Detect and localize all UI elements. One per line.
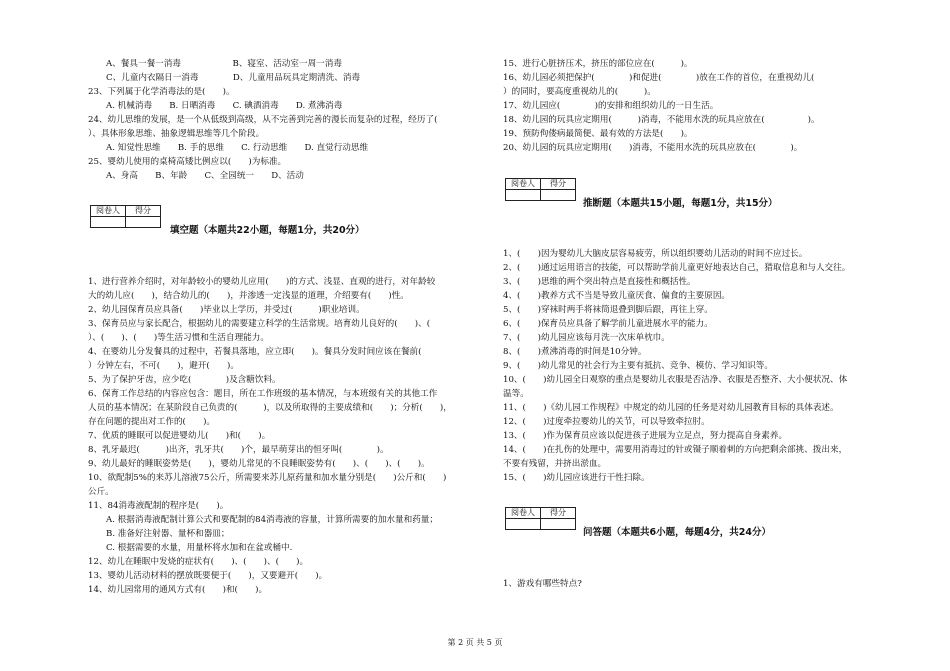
reviewer-label: 阅卷人 bbox=[506, 508, 541, 519]
section-title-qa: 问答题（本题共6小题，每题4分，共24分） bbox=[583, 527, 771, 538]
judge-line: 5、( )穿袜时两手将袜筒退叠到脚后跟，再往上穿。 bbox=[503, 305, 713, 315]
option-line: C. 根据需要的水量，用量杯将水加和在盆或桶中. bbox=[106, 543, 293, 553]
question-line: 23、下列属于化学消毒法的是( )。 bbox=[88, 87, 235, 97]
reviewer-label: 阅卷人 bbox=[506, 179, 541, 190]
question-line: 16、幼儿园必须把保护( )和促进( )放在工作的首位，在重视幼儿( bbox=[503, 73, 841, 83]
score-cell bbox=[541, 190, 576, 201]
question-line: 1、进行营养介绍时，对年龄较小的婴幼儿应用( )的方式、浅显、直观的进行，对年龄较 bbox=[88, 277, 436, 287]
option-line: A、餐具一餐一消毒 B、寝室、活动室一周一消毒 bbox=[106, 59, 342, 69]
judge-line: 14、( )在扎伤的处理中，需要用消毒过的针或镊子顺着刺的方向把剩余部挑、拨出来， bbox=[503, 445, 848, 455]
judge-line: 4、( )教养方式不当是导致儿童厌食、偏食的主要原因。 bbox=[503, 291, 731, 301]
reviewer-cell bbox=[91, 217, 126, 228]
question-line: 19、预防佝偻病最简便、最有效的方法是( )。 bbox=[503, 129, 693, 139]
judge-line: 9、( )幼儿常见的社会行为主要有抵抗、竞争、模仿、学习知识等。 bbox=[503, 361, 773, 371]
question-line: 18、幼儿园的玩具应定期用( )消毒，不能用水洗的玩具应放在( )。 bbox=[503, 115, 820, 125]
section-title-fill-blank: 填空题（本题共22小题，每题1分，共20分） bbox=[170, 225, 365, 236]
option-line: A. 机械消毒 B. 日晒消毒 C. 碘酒消毒 D. 煮沸消毒 bbox=[106, 101, 343, 111]
option-line: A. 根据消毒液配制计算公式和要配制的84消毒液的容量，计算所需要的加水量和药量； bbox=[106, 515, 438, 525]
question-line: ）、( )、( )等生活习惯和生活自理能力。 bbox=[88, 333, 269, 343]
question-line: 20、幼儿园的玩具应定期用( )消毒，不能用水洗的玩具应放在( )。 bbox=[503, 143, 803, 153]
question-line: 14、幼儿园常用的通风方式有( )和( )。 bbox=[88, 585, 268, 595]
reviewer-cell bbox=[506, 519, 541, 530]
judge-line: 温等。 bbox=[503, 389, 529, 399]
section-title-judgement: 推断题（本题共15小题，每题1分，共15分） bbox=[583, 198, 778, 209]
judge-line: 15、( )幼儿园应该进行干性扫除。 bbox=[503, 473, 650, 483]
question-line: 13、婴幼儿活动材料的摆放既要便于( )，又要避开( )。 bbox=[88, 571, 328, 581]
score-box bbox=[505, 507, 576, 530]
judge-line: 1、( )因为婴幼儿大脑皮层容易疲劳，所以组织婴幼儿活动的时间不应过长。 bbox=[503, 249, 808, 259]
score-box bbox=[90, 205, 161, 228]
judge-line: 12、( )过度牵拉婴幼儿的关节，可以导致牵拉肘。 bbox=[503, 417, 710, 427]
question-line: 12、幼儿在睡眠中发烧的症状有( )、( )、( )。 bbox=[88, 557, 309, 567]
question-line: 9、幼儿最好的睡眠姿势是( )，婴幼儿常见的不良睡眠姿势有( )、( )、( )。 bbox=[88, 459, 430, 469]
judge-line: 2、( )通过运用语言的技能，可以帮助学前儿童更好地表达自己，猎取信息和与人交往。 bbox=[503, 263, 851, 273]
score-cell bbox=[126, 217, 161, 228]
judge-line: 6、( )保育员应具备了解学前儿童进展水平的能力。 bbox=[503, 319, 713, 329]
judge-line: 3、( )思维的两个突出特点是直接性和概括性。 bbox=[503, 277, 696, 287]
question-line: 8、乳牙最迟( )出齐，乳牙共( )个，最早萌芽出的恒牙叫( )。 bbox=[88, 445, 389, 455]
question-line: 24、幼儿思维的发展，是一个从低级到高级，从不完善到完善的漫长而复杂的过程，经历了( bbox=[88, 115, 455, 125]
question-line: 6、保育工作总结的内容应包含：题目，所在工作班级的基本情况，与本班级有关的其他工作 bbox=[88, 389, 438, 399]
question-line: 11、84消毒液配制的程序是( )。 bbox=[88, 501, 229, 511]
question-line: 人员的基本情况；在某阶段自己负责的( )，以及所取得的主要成绩和( )；分析( )， bbox=[88, 403, 452, 413]
score-label: 得分 bbox=[541, 179, 576, 190]
question-line: ）分钟左右，不可( )，避开( )。 bbox=[88, 361, 239, 371]
reviewer-cell bbox=[506, 190, 541, 201]
question-line: 4、在婴幼儿分发餐具的过程中，若餐具落地，应立即( )。餐具分发时间应该在餐前( bbox=[88, 347, 439, 357]
option-line: A. 知觉性思维 B. 手的思维 C. 行动思维 D. 直觉行动思维 bbox=[106, 143, 369, 153]
question-line: 15、进行心脏挤压术，挤压的部位应在( )。 bbox=[503, 59, 693, 69]
qa-line: 1、游戏有哪些特点? bbox=[503, 579, 582, 589]
judge-line: 11、( )《幼儿园工作规程》中规定的幼儿园的任务是对幼儿园教育目标的具体表述。 bbox=[503, 403, 839, 413]
question-line: 5、为了保护牙齿，应少吃( )及含糖饮料。 bbox=[88, 375, 281, 385]
question-line: 大的幼儿应( )，结合幼儿的( )，并渗透一定浅显的道理，介绍要有( )性。 bbox=[88, 291, 409, 301]
judge-line: 10、( )幼儿园全日观察的重点是婴幼儿衣服是否洁净、衣服是否整齐、大小便状况、体 bbox=[503, 375, 848, 385]
question-line: 7、优质的睡眠可以促进婴幼儿( )和( )。 bbox=[88, 431, 271, 441]
score-box bbox=[505, 178, 576, 201]
question-line: 10、欲配制5%的来苏儿溶液75公斤，所需要来苏儿原药量和加水量分别是( )公斤和( ) bbox=[88, 473, 447, 483]
judge-line: 8、( )煮沸消毒的时间是10分钟。 bbox=[503, 347, 647, 357]
judge-line: 7、( )幼儿园应该每月洗一次床单枕巾。 bbox=[503, 333, 670, 343]
question-line: 存在问题的提出对工作的( )。 bbox=[88, 417, 216, 427]
question-line: 17、幼儿园应( )的安排和组织幼儿的一日生活。 bbox=[503, 101, 719, 111]
option-line: A、身高 B、年龄 C、全园统一 D、活动 bbox=[106, 171, 304, 181]
question-line: ）、具体形象思维、抽象逻辑思维等几个阶段。 bbox=[88, 129, 265, 139]
question-line: 3、保育员应与家长配合，根据幼儿的需要建立科学的生活常规。培育幼儿良好的( )、( bbox=[88, 319, 448, 329]
score-label: 得分 bbox=[126, 206, 161, 217]
question-line: 公斤。 bbox=[88, 487, 114, 497]
question-line: 2、幼儿园保育员应具备( )毕业以上学历，并受过( )职业培训。 bbox=[88, 305, 365, 315]
option-line: B. 准备好注射器、量杯和器皿； bbox=[106, 529, 230, 539]
score-label: 得分 bbox=[541, 508, 576, 519]
reviewer-label: 阅卷人 bbox=[91, 206, 126, 217]
score-cell bbox=[541, 519, 576, 530]
question-line: 25、婴幼儿使用的桌椅高矮比例应以( )为标准。 bbox=[88, 157, 287, 167]
judge-line: 13、( )作为保育员应该以促进孩子进展为立足点，努力提高自身素养。 bbox=[503, 431, 788, 441]
judge-line: 不要有残留，并挤出淤血。 bbox=[503, 459, 607, 469]
option-line: C、儿童内衣隔日一消毒 D、儿童用品玩具定期清洗、消毒 bbox=[106, 73, 361, 83]
page-footer: 第 2 页 共 5 页 bbox=[447, 638, 503, 647]
question-line: ）的同时，要高度重视幼儿的( )。 bbox=[503, 87, 656, 97]
